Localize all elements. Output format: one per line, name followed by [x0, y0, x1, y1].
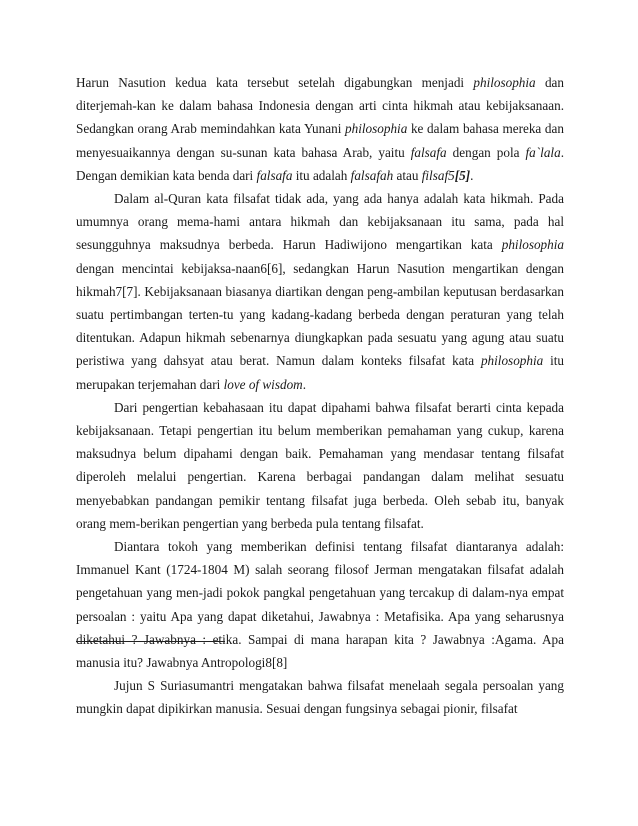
- italic-text: philosophia: [345, 121, 408, 137]
- text-run: dengan mencintai kebijaksa-naan6[6], sedangkan Harun Nasution mengartikan dengan hikmah7[7]. Kebijaksanaan biasanya diartikan dengan peng-ambilan keputusan berdasarkan suatu pertimbangan terten-tu yang kadang-kadang berbeda dengan peraturan yang telah ditentukan. Adapun hikmah sebenarnya diungkapkan pada sesuatu yang agung atau suatu peristiwa yang dahsyat atau berat. Namun dalam konteks filsafat kata: [76, 260, 564, 369]
- italic-text: 5: [448, 167, 455, 183]
- paragraph: [76, 674, 564, 720]
- italic-text: philosophia: [480, 353, 544, 369]
- text-run: Jujun S Suriasumantri mengatakan bahwa filsafat menelaah segala persoalan yang mungkin dapat dipikirkan manusia. Sesuai dengan fungsinya sebagai pionir, filsafat: [76, 678, 564, 717]
- italic-text: philosophia: [473, 75, 536, 90]
- text-run: Dari pengertian kebahasaan itu dapat dipahami bahwa filsafat berarti cinta kepada kebijaksanaan. Tetapi pengertian itu belum memberikan pemahaman yang cukup, karena maksudnya belum dipahami dengan baik. Pemahaman yang mendasar tentang filsafat diperoleh melalui pengertian. Karena berbagai pandangan dalam melihat sesuatu menyebabkan pandangan pemikir tentang filsafat juga berbeda. Oleh sebab itu, banyak orang mem-berikan pengertian yang berbeda pula tentang filsafat.: [76, 399, 564, 531]
- paragraph: [76, 71, 564, 187]
- italic-text: love of wisdom: [223, 376, 303, 392]
- text-run: .: [302, 376, 306, 392]
- paragraph: [76, 396, 564, 535]
- text-run: . Dengan demikian kata benda dari: [76, 144, 564, 183]
- text-run: .: [470, 167, 474, 183]
- text-run: atau: [393, 167, 422, 183]
- paragraph: [76, 187, 564, 396]
- footnote-reference: [5]: [454, 167, 471, 183]
- italic-text: fa`lala: [525, 144, 561, 160]
- italic-text: falsafa: [256, 167, 293, 183]
- text-run: itu merupakan terjemahan dari: [76, 353, 564, 392]
- text-run: dan diterjemah-kan ke dalam bahasa Indonesia dengan arti cinta hikmah atau kebijaksanaan. Sedangkan orang Arab memindahkan kata Yunani: [76, 75, 564, 137]
- italic-text: falsafa: [410, 144, 447, 160]
- text-run: ke dalam bahasa mereka dan menyesuaikannya dengan su-sunan kata bahasa Arab, yaitu: [76, 121, 564, 160]
- paragraph: [76, 535, 564, 674]
- text-run: Diantara tokoh yang memberikan definisi tentang filsafat diantaranya adalah: Immanuel Kant (1724-1804 M) salah seorang filosof Jerman mengatakan filsafat adalah pengetahuan yang men-jadi pokok pangkal pengetahuan yang tercakup di dalam-nya empat persoalan : yaitu Apa yang dapat diketahui, Jawabnya : Metafisika. Apa yang seharusnya diketahui ? Jawabnya : etika. Sampai di mana harapan kita ? Jawabnya :Agama. Apa manusia itu? Jawabnya Antropologi8[8]: [76, 539, 564, 671]
- italic-text: filsaf: [421, 167, 449, 183]
- text-run: itu adalah: [292, 167, 351, 183]
- italic-text: philosophia: [501, 237, 564, 253]
- text-run: Harun Nasution kedua kata tersebut setelah digabungkan menjadi: [76, 75, 474, 90]
- italic-text: falsafah: [350, 167, 394, 183]
- text-run: dengan pola: [446, 144, 526, 160]
- text-run: Dalam al-Quran kata filsafat tidak ada, yang ada hanya adalah kata hikmah. Pada umumnya orang mema-hami antara hikmah dan kebijaksanaan itu sama, pada hal sesungguhnya maksudnya berbeda. Harun Hadiwijono mengartikan kata: [76, 191, 564, 253]
- body-text: [76, 71, 564, 721]
- footnote-separator: [76, 641, 225, 642]
